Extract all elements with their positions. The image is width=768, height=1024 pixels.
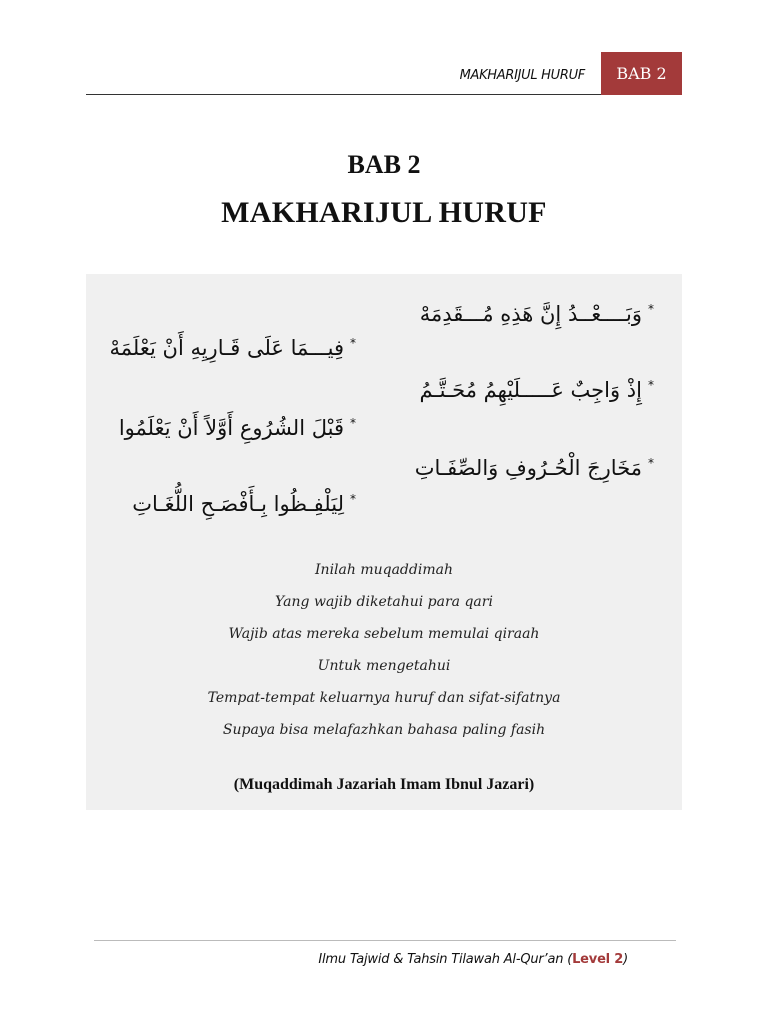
verse-bullet: * [350, 416, 356, 430]
translation-line: Untuk mengetahui [317, 658, 451, 674]
footer-level: Level 2 [572, 952, 624, 967]
running-header-title: MAKHARIJUL HURUF [459, 68, 585, 83]
verse-line [119, 416, 356, 440]
verse-bullet: * [350, 492, 356, 506]
poem-source: (Muqaddimah Jazariah Imam Ibnul Jazari) [233, 776, 535, 793]
translation-line: Tempat-tempat keluarnya huruf dan sifat-sifatnya [207, 690, 561, 706]
verse-line [420, 378, 654, 402]
verse-bullet: * [350, 336, 356, 350]
translation-line: Supaya bisa melafazhkan bahasa paling fasih [222, 722, 546, 738]
verse-line [420, 302, 654, 326]
verse-text: لِيَلْفِـظُوا بِـأَفْصَـحِ اللُّغَـاتِ [132, 492, 344, 516]
verse-text: إِذْ وَاجِبٌ عَـــــلَيْهِمُ مُحَـتَّـمُ [419, 378, 642, 402]
verse-line [110, 336, 356, 360]
verse-text: فِيـــمَا عَلَى قَـارِيِهِ أَنْ يَعْلَمَهْ [109, 336, 344, 360]
footer-close: ) [623, 952, 628, 967]
verse-text: وَبَــــعْــدُ إِنَّ هَذِهِ مُـــقَدِمَهْ [419, 302, 642, 326]
poem-box [86, 274, 682, 810]
footer-book-title: Ilmu Tajwid & Tahsin Tilawah Al-Qur’an ( [318, 952, 573, 967]
footer [250, 952, 628, 967]
footer-divider [94, 940, 676, 941]
translation-line: Inilah muqaddimah [315, 562, 453, 578]
verse-line [415, 456, 654, 480]
verse-text: مَخَارِجَ الْحُـرُوفِ وَالصِّفَـاتِ [414, 456, 642, 480]
chapter-tab-label: BAB 2 [616, 64, 667, 83]
verse-line [132, 492, 356, 516]
chapter-number: BAB 2 [347, 150, 421, 179]
verse-bullet: * [648, 456, 654, 470]
verse-text: قَبْلَ الشُرُوعِ أَوَّلاً أَنْ يَعْلَمُوا [118, 416, 344, 440]
verse-bullet: * [648, 378, 654, 392]
header-divider [86, 94, 601, 95]
verse-bullet: * [648, 302, 654, 316]
chapter-title: MAKHARIJUL HURUF [221, 196, 547, 229]
translation-line: Wajib atas mereka sebelum memulai qiraah [228, 626, 540, 642]
translation-line: Yang wajib diketahui para qari [275, 594, 493, 610]
chapter-tab [601, 52, 682, 95]
